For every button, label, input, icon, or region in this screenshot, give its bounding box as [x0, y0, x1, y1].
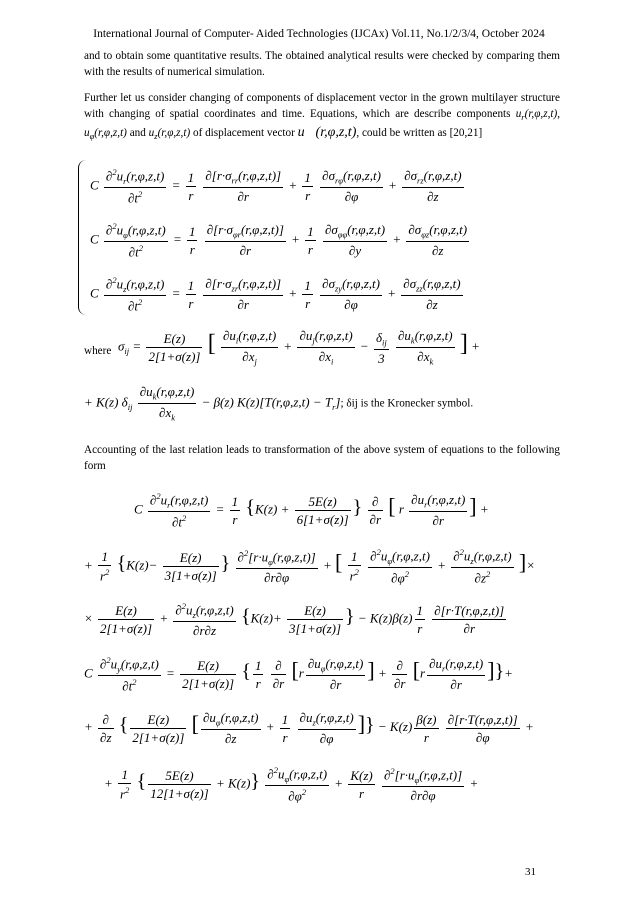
running-header: International Journal of Computer- Aided Technologies (IJCAx) Vol.11, No.1/2/3/4, October 2024	[93, 28, 545, 40]
page-number: 31	[525, 866, 536, 878]
equation-system-row-1: C $\frac{\partial^2u_r(r,\varphi,z,t)}{\partial t^2}$ = $\frac{1}{r}$ $\frac{\partial[r\cdot\sigma_{rr}(r,\varphi,z,t)]}{\partial r}$ + $\frac{1}{r}$ $\frac{\partial\sigma_{r\varphi}(r,\varphi,z,t)}{\partial\varphi}$ + $\frac{\partial\sigma_{rz}(r,\varphi,z,t)}{\partial z}$	[90, 167, 462, 206]
equation-system-row-2: C $\frac{\partial^2u_\varphi(r,\varphi,z,t)}{\partial t^2}$ = $\frac{1}{r}$ $\frac{\partial[r\cdot\sigma_{\varphi r}(r,\varphi,z,t)]}{\partial r}$ + $\frac{1}{r}$ $\frac{\partial\sigma_{\varphi\varphi}(r,\varphi,z,t)}{\partial y}$ + $\frac{\partial\sigma_{\varphi z}(r,\varphi,z,t)}{\partial z}$	[90, 221, 468, 260]
kronecker-note: ; δij is the Kronecker symbol.	[340, 397, 474, 410]
paragraph-displacement-text-2: of displacement vector	[192, 127, 295, 140]
paragraph-intro: and to obtain some quantitative results. The obtained analytical results were checked by comparing them with the results of numerical simulation.	[84, 50, 560, 78]
equation-transformed-2: + $\frac{1}{r^2}$ {K(z)− $\frac{E(z)}{3[1+\sigma(z)]}$ } $\frac{\partial^2[r\cdot u_\varphi(r,\varphi,z,t)]}{\partial r\partial\varphi}$ + [ $\frac{1}{r^2}$ $\frac{\partial^2u_\varphi(r,\varphi,z,t)}{\partial\varphi^2}$ + $\frac{\partial^2u_z(r,\varphi,z,t)}{\partial z^2}$ ]×	[84, 547, 535, 586]
equation-transformed-3: × $\frac{E(z)}{2[1+\sigma(z)]}$ + $\frac{\partial^2u_z(r,\varphi,z,t)}{\partial r\partial z}$ {K(z)+ $\frac{E(z)}{3[1+\sigma(z)]}$ } − K(z)β(z) $\frac{1}{r}$ $\frac{\partial[r\cdot T(r,\varphi,z,t)]}{\partial r}$	[84, 601, 505, 639]
equation-transformed-4: C $\frac{\partial^2u_y(r,\varphi,z,t)}{\partial t^2}$ = $\frac{E(z)}{2[1+\sigma(z)]}$ { $\frac{1}{r}$ $\frac{\partial}{\partial r}$ [r $\frac{\partial u_\varphi(r,\varphi,z,t)}{\partial r}$ ] + $\frac{\partial}{\partial r}$ [r $\frac{\partial u_r(r,\varphi,z,t)}{\partial r}$ ]}+	[84, 655, 513, 694]
equation-system-row-3: C $\frac{\partial^2u_z(r,\varphi,z,t)}{\partial t^2}$ = $\frac{1}{r}$ $\frac{\partial[r\cdot\sigma_{zr}(r,\varphi,z,t)]}{\partial r}$ + $\frac{1}{r}$ $\frac{\partial\sigma_{zy}(r,\varphi,z,t)}{\partial\varphi}$ + $\frac{\partial\sigma_{zz}(r,\varphi,z,t)}{\partial z}$	[90, 275, 461, 314]
equation-stress-tensor: $\sigma_{ij}$ = $\frac{E(z)}{2[1+\sigma(z)]}$ [ $\frac{\partial u_i(r,\varphi,z,t)}{\partial x_j}$ + $\frac{\partial u_j(r,\varphi,z,t)}{\partial x_i}$ − $\frac{\delta_{ij}}{3}$ $\frac{\partial u_k(r,\varphi,z,t)}{\partial x_k}$ ] +	[118, 328, 480, 367]
paragraph-displacement: Further let us consider changing of components of displacement vector in the grown multilayer structure with changing of spatial coordinates and time. Equations, which are describe components $u_r(r,\varphi,z,t)$, $u_\varphi(r,\varphi,z,t)$ and $u_z(r,\varphi,z,t)$ of displacement vector u⃗(r,φ,z,t), could be written as [20,21]	[84, 92, 560, 142]
equation-stress-tensor-2: + K(z) $\delta_{ij}$ $\frac{\partial u_k(r,\varphi,z,t)}{\partial x_k}$ − β(z) $K(z)[T(r,\varphi,z,t) - T_r]$; δij is the Kronecker symbol.	[84, 384, 474, 423]
where-label: where	[84, 345, 112, 357]
paragraph-transformation: Accounting of the last relation leads to transformation of the above system of equations to the following form	[84, 444, 560, 472]
equation-transformed-6: + $\frac{1}{r^2}$ { $\frac{5E(z)}{12[1+\sigma(z)]}$ + K(z)} $\frac{\partial^2u_\varphi(r,\varphi,z,t)}{\partial\varphi^2}$ + $\frac{K(z)}{r}$ $\frac{\partial^2[r\cdot u_\varphi(r,\varphi,z,t)]}{\partial r\partial\varphi}$ +	[104, 765, 479, 804]
system-brace	[78, 160, 87, 315]
equation-transformed-1: C $\frac{\partial^2u_r(r,\varphi,z,t)}{\partial t^2}$ = $\frac{1}{r}$ {K(z) + $\frac{5E(z)}{6[1+\sigma(z)]}$ } $\frac{\partial}{\partial r}$ [ r $\frac{\partial u_r(r,\varphi,z,t)}{\partial r}$ ] +	[134, 491, 489, 530]
paragraph-displacement-text: Further let us consider changing of components of displacement vector in the grown multilayer structure with changing of spatial coordinates and time. Equations, which are describe components	[84, 92, 560, 120]
equation-transformed-5: + $\frac{\partial}{\partial z}$ { $\frac{E(z)}{2[1+\sigma(z)]}$ [ $\frac{\partial u_\varphi(r,\varphi,z,t)}{\partial z}$ + $\frac{1}{r}$ $\frac{\partial u_z(r,\varphi,z,t)}{\partial\varphi}$ ]} − K(z) $\frac{\beta(z)}{r}$ $\frac{\partial[r\cdot T(r,\varphi,z,t)]}{\partial\varphi}$ +	[84, 710, 534, 747]
paragraph-displacement-text-3: , could be written as [20,21]	[356, 127, 483, 140]
